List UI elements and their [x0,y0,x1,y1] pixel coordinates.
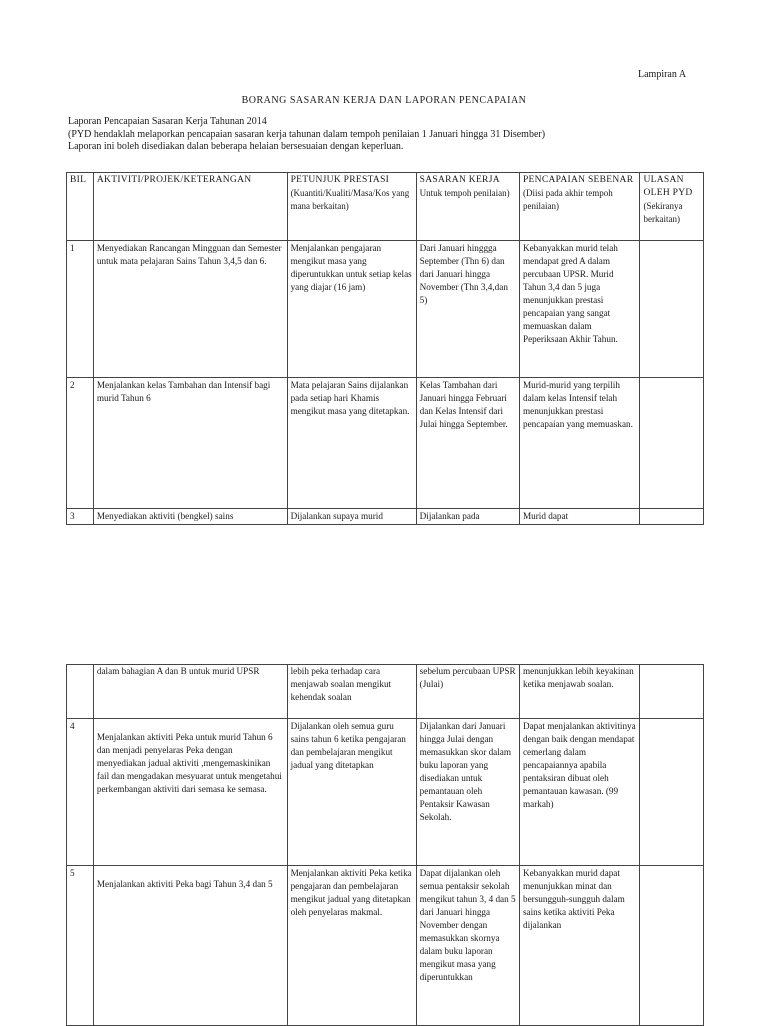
row-aktiviti: dalam bahagian A dan B untuk murid UPSR [93,665,287,719]
row-bil: 5 [67,866,94,1026]
row-pencapaian: menunjukkan lebih keyakinan ketika menjawab soalan. [519,665,640,719]
row-ulasan [640,241,704,378]
table-row [67,509,704,525]
row-bil: 3 [67,509,94,525]
row-petunjuk: Dijalankan supaya murid [287,509,416,525]
table-header-row [67,173,704,241]
row-petunjuk: Dijalankan oleh semua guru sains tahun 6 ketika pengajaran dan pembelajaran mengikut jadual yang ditetapkan [287,719,416,866]
row-pencapaian: Murid dapat [519,509,640,525]
table-row [67,378,704,509]
row-petunjuk: Menjalankan pengajaran mengikut masa yang diperuntukkan untuk setiap kelas yang diajar (16 jam) [287,241,416,378]
header-petunjuk-sub: (Kuantiti/Kualiti/Masa/Kos yang mana berkaitan) [290,188,410,211]
document-title: BORANG SASARAN KERJA DAN LAPORAN PENCAPAIAN [241,95,527,106]
row-bil: 1 [67,241,94,378]
header-petunjuk: PETUNJUK PRESTASI (Kuantiti/Kualiti/Masa/Kos yang mana berkaitan) [287,173,416,241]
row-aktiviti: Menyediakan Rancangan Mingguan dan Semester untuk mata pelajaran Sains Tahun 3,4,5 dan 6. [93,241,287,378]
row-sasaran: Dapat dijalankan oleh semua pentaksir sekolah mengikut tahun 3, 4 dan 5 dari Januari hingga November dengan memasukkan skornya dalam buku laporan mengikut masa yang diperuntukkan [416,866,519,1026]
table-row [67,241,704,378]
row-petunjuk: Menjalankan aktiviti Peka ketika pengajaran dan pembelajaran mengikut jadual yang ditetapkan oleh penyelaras makmal. [287,866,416,1026]
row-sasaran: Dijalankan dari Januari hingga Julai dengan memasukkan skor dalam buku laporan yang disediakan untuk pemantauan oleh Pentaksir Kawasan Sekolah. [416,719,519,866]
table-row [67,866,704,1026]
intro-line-1: Laporan Pencapaian Sasaran Kerja Tahunan 2014 [68,116,267,127]
intro-line-2: (PYD hendaklah melaporkan pencapaian sasaran kerja tahunan dalam tempoh penilaian 1 Januari hingga 31 Disember) [68,128,546,140]
row-petunjuk: Mata pelajaran Sains dijalankan pada setiap hari Khamis mengikut masa yang ditetapkan. [287,378,416,509]
row-sasaran: sebelum percubaan UPSR (Julai) [416,665,519,719]
row-sasaran: Kelas Tambahan dari Januari hingga Februari dan Kelas Intensif dari Julai hingga September. [416,378,519,509]
row-bil: 4 [67,719,94,866]
row-pencapaian: Kebanyakkan murid telah mendapat gred A dalam percubaan UPSR. Murid Tahun 3,4 dan 5 juga menunjukkan prestasi pencapaian yang sangat memuaskan dalam Peperiksaan Akhir Tahun. [519,241,640,378]
row-aktiviti: Menjalankan kelas Tambahan dan Intensif bagi murid Tahun 6 [93,378,287,509]
row-bil [67,665,94,719]
sasaran-table-page-1 [66,172,704,525]
row-aktiviti: Menjalankan aktiviti Peka bagi Tahun 3,4 dan 5 [93,866,287,1026]
row-pencapaian: Murid-murid yang terpilih dalam kelas Intensif telah menunjukkan prestasi pencapaian yang memuaskan. [519,378,640,509]
row-ulasan [640,509,704,525]
header-sasaran-sub: Untuk tempoh penilaian) [419,188,510,198]
header-sasaran: SASARAN KERJA Untuk tempoh penilaian) [416,173,519,241]
header-pencapaian-sub: (Diisi pada akhir tempoh penilaian) [522,188,613,211]
row-ulasan [640,866,704,1026]
row-ulasan [640,378,704,509]
row-aktiviti: Menjalankan aktiviti Peka untuk murid Tahun 6 dan menjadi penyelaras Peka dengan menyediakan jadual aktiviti ,mengemaskinikan fail dan mengadakan mesyuarat untuk mengetahui perkembangan aktiviti dari semasa ke semasa. [93,719,287,866]
row-pencapaian: Kebanyakkan murid dapat menunjukkan minat dan bersungguh-sungguh dalam sains ketika aktiviti Peka dijalankan [519,866,640,1026]
header-ulasan-sub: (Sekiranya berkaitan) [643,201,683,224]
row-aktiviti: Menyediakan aktiviti (bengkel) sains [93,509,287,525]
header-pencapaian: PENCAPAIAN SEBENAR (Diisi pada akhir tempoh penilaian) [519,173,640,241]
row-bil: 2 [67,378,94,509]
table-row [67,719,704,866]
intro-text [68,116,545,154]
table-row [67,665,704,719]
sasaran-table-page-2 [66,664,704,1026]
row-sasaran: Dari Januari hinggga September (Thn 6) dan dari Januari hingga November (Thn 3,4,dan 5) [416,241,519,378]
row-petunjuk: lebih peka terhadap cara menjawab soalan mengikut kehendak soalan [287,665,416,719]
header-ulasan: ULASAN OLEH PYD (Sekiranya berkaitan) [640,173,704,241]
header-aktiviti: AKTIVITI/PROJEK/KETERANGAN [93,173,287,241]
row-sasaran: Dijalankan pada [416,509,519,525]
row-ulasan [640,665,704,719]
intro-line-3: Laporan ini boleh disediakan dalan beberapa helaian bersesuaian dengan keperluan. [68,141,404,152]
lampiran-label: Lampiran A [638,69,687,80]
header-bil: BIL [67,173,94,241]
row-ulasan [640,719,704,866]
row-pencapaian: Dapat menjalankan aktivitinya dengan baik dengan mendapat cemerlang dalam pencapaiannya apabila pentaksiran dibuat oleh pemantauan kawasan. (99 markah) [519,719,640,866]
